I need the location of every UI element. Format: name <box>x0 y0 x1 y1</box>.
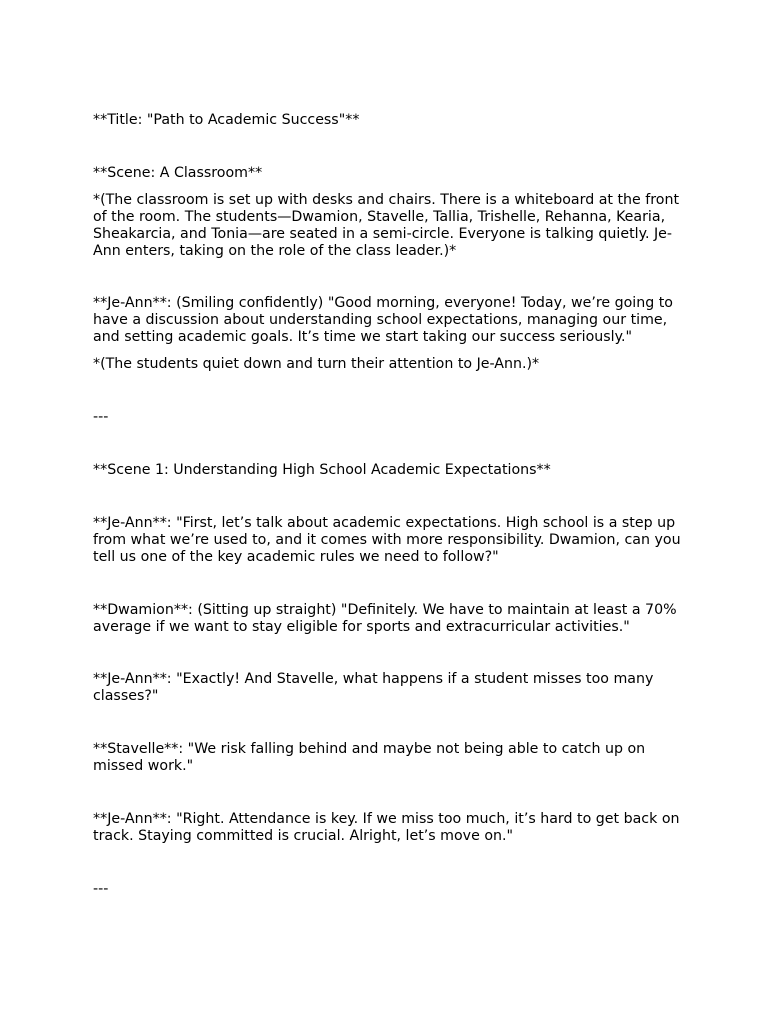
dialogue-line: **Stavelle**: "We risk falling behind and maybe not being able to catch up on missed work." <box>93 741 646 775</box>
spacer <box>93 426 683 462</box>
spacer <box>93 775 683 811</box>
scene-heading: **Scene: A Classroom** <box>93 164 263 181</box>
spacer <box>93 129 683 165</box>
spacer <box>93 705 683 741</box>
section-divider: --- <box>93 880 109 897</box>
stage-direction: *(The students quiet down and turn their attention to Je-Ann.)* <box>93 356 540 373</box>
document-title: **Title: "Path to Academic Success"** <box>93 112 360 128</box>
section-divider: --- <box>93 409 109 426</box>
spacer <box>93 845 683 881</box>
dialogue-line: **Je-Ann**: (Smiling confidently) "Good morning, everyone! Today, we’re going to have a discussion about understanding school expectations, managing our time, and setting academic goals. It’s time we start taking our success seriously." <box>93 295 673 346</box>
spacer <box>93 182 683 192</box>
spacer <box>93 373 683 409</box>
dialogue-line: **Je-Ann**: "Right. Attendance is key. If we miss too much, it’s hard to get back on track. Staying committed is crucial. Alright, let’s move on." <box>93 811 680 844</box>
spacer <box>93 479 683 515</box>
dialogue-line: **Je-Ann**: "Exactly! And Stavelle, what happens if a student misses too many classes?" <box>93 671 654 705</box>
spacer <box>93 259 683 295</box>
spacer <box>93 346 683 356</box>
spacer <box>93 635 683 671</box>
stage-direction: *(The classroom is set up with desks and chairs. There is a whiteboard at the front of the room. The students—Dwamion, Stavelle, Tallia, Trishelle, Rehanna, Kearia, Sheakarcia, and Tonia—are seated in a semi-circle. Everyone is talking quietly. Je-Ann enters, taking on the role of the class leader.)* <box>93 191 680 259</box>
dialogue-line: **Dwamion**: (Sitting up straight) "Definitely. We have to maintain at least a 70% average if we want to stay eligible for sports and extracurricular activities." <box>93 601 677 635</box>
spacer <box>93 566 683 602</box>
scene-heading: **Scene 1: Understanding High School Academic Expectations** <box>93 461 551 478</box>
dialogue-line: **Je-Ann**: "First, let’s talk about academic expectations. High school is a step up from what we’re used to, and it comes with more responsibility. Dwamion, can you tell us one of the key academic rules we need to follow?" <box>93 514 681 565</box>
document-page <box>93 112 683 898</box>
